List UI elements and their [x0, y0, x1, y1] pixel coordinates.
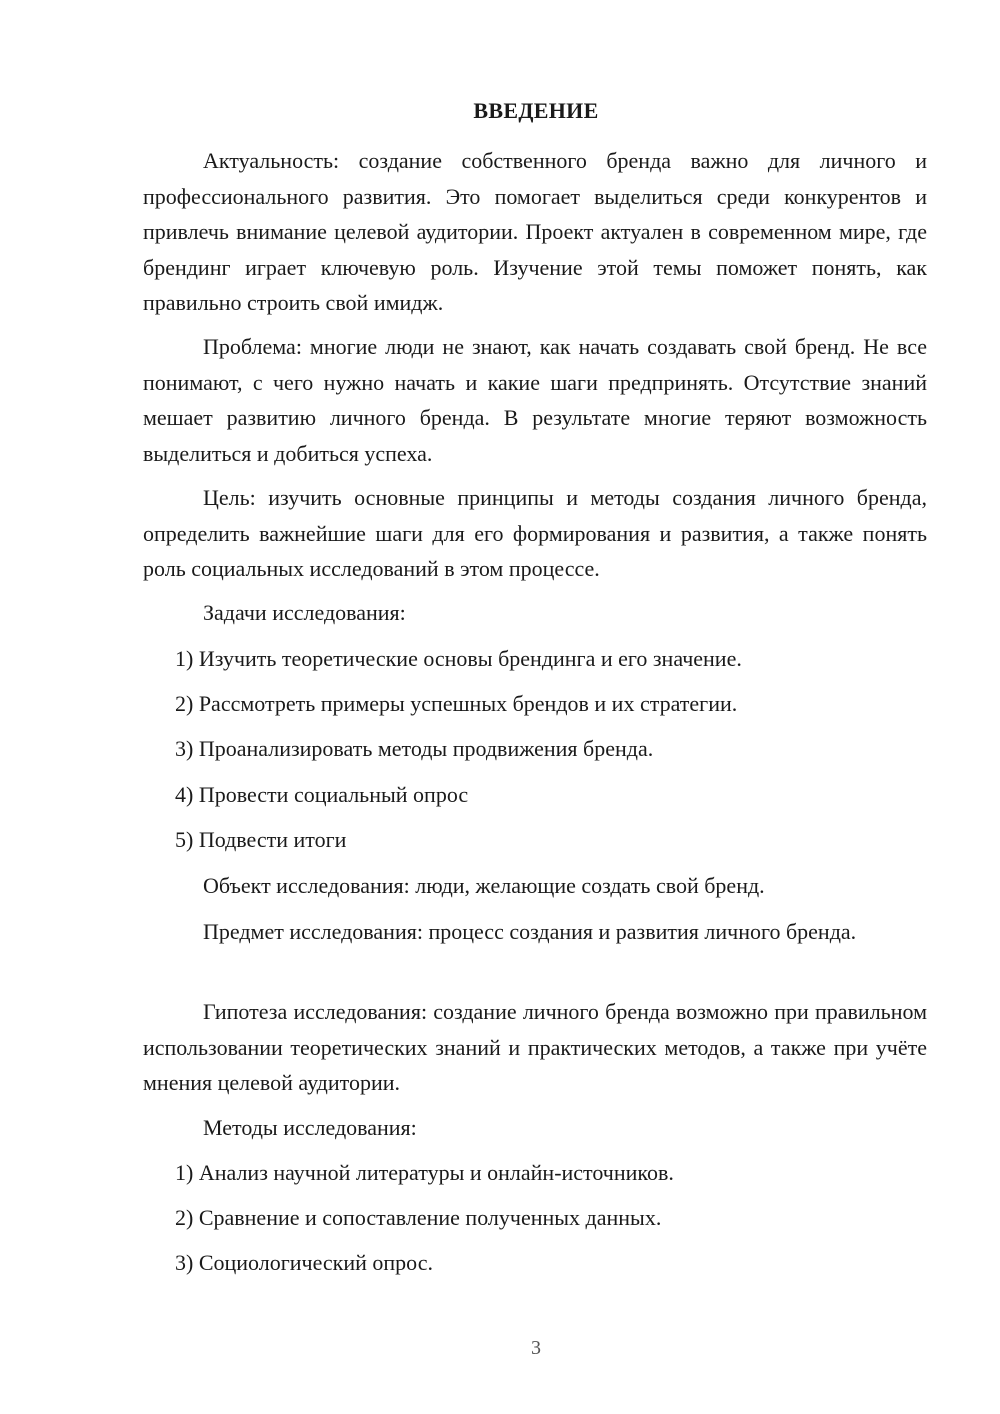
- method-item: 3) Социологический опрос.: [175, 1250, 433, 1275]
- page-number: 3: [531, 1337, 541, 1359]
- task-item: 1) Изучить теоретические основы брендинга и его значение.: [175, 646, 742, 671]
- method-item: 1) Анализ научной литературы и онлайн-источников.: [175, 1160, 674, 1185]
- tasks-heading: Задачи исследования:: [203, 600, 406, 625]
- task-item: 3) Проанализировать методы продвижения бренда.: [175, 736, 654, 761]
- problem-paragraph: Проблема: многие люди не знают, как начать создавать свой бренд. Не все понимают, с чего нужно начать и какие шаги предпринять. Отсутствие знаний мешает развитию личного бренда. В результате многие теряют возможность выделиться и добиться успеха.: [143, 334, 927, 466]
- object-paragraph: Объект исследования: люди, желающие создать свой бренд.: [203, 873, 765, 898]
- page-title: ВВЕДЕНИЕ: [473, 98, 599, 123]
- hypothesis-paragraph: Гипотеза исследования: создание личного бренда возможно при правильном использовании теоретических знаний и практических методов, а также при учёте мнения целевой аудитории.: [143, 999, 927, 1095]
- subject-paragraph: Предмет исследования: процесс создания и развития личного бренда.: [203, 919, 857, 944]
- relevance-paragraph: Актуальность: создание собственного бренда важно для личного и профессионального развития. Это помогает выделиться среди конкурентов и привлечь внимание целевой аудитории. Проект актуален в современном мире, где брендинг играет ключевую роль. Изучение этой темы поможет понять, как правильно строить свой имидж.: [143, 148, 927, 315]
- goal-paragraph: Цель: изучить основные принципы и методы создания личного бренда, определить важнейшие шаги для его формирования и развития, а также понять роль социальных исследований в этом процессе.: [143, 485, 927, 581]
- methods-heading: Методы исследования:: [203, 1115, 417, 1140]
- method-item: 2) Сравнение и сопоставление полученных данных.: [175, 1205, 662, 1230]
- task-item: 2) Рассмотреть примеры успешных брендов и их стратегии.: [175, 691, 738, 716]
- task-item: 4) Провести социальный опрос: [175, 782, 469, 807]
- task-item: 5) Подвести итоги: [175, 827, 347, 852]
